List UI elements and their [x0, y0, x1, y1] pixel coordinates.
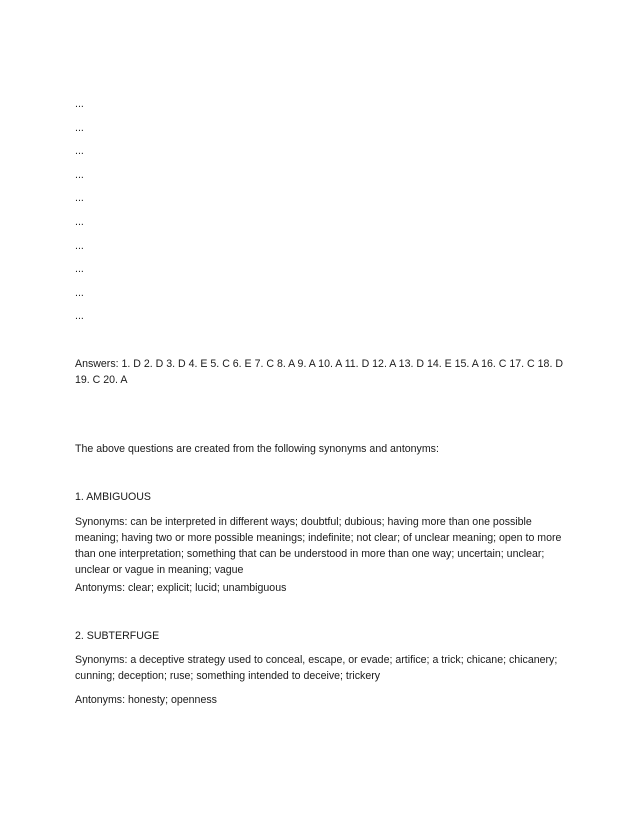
entry-synonyms: Synonyms: can be interpreted in different ways; doubtful; dubious; having more than one possible meaning; having two or more possible meanings; indefinite; not clear; of unclear meaning; open to more than one interpretation; something that can be understood in more than one way; uncertain; unclear; unclear or vague in meaning; vague: [75, 516, 562, 576]
entry-synonyms: Synonyms: a deceptive strategy used to conceal, escape, or evade; artifice; a trick; chicane; chicanery; cunning; deception; ruse; something intended to deceive; trickery: [75, 654, 558, 682]
ellipsis-line: ...: [75, 215, 84, 228]
entry-antonyms: Antonyms: honesty; openness: [75, 694, 217, 706]
intro-paragraph: The above questions are created from the following synonyms and antonyms:: [75, 443, 439, 455]
ellipsis-line: ...: [75, 121, 84, 134]
ellipsis-line: ...: [75, 145, 84, 158]
ellipsis-line: ...: [75, 192, 84, 205]
entry-heading: 2. SUBTERFUGE: [75, 630, 160, 642]
ellipsis-line: ...: [75, 263, 84, 276]
ellipsis-line: ...: [75, 239, 84, 252]
entry-antonyms: Antonyms: clear; explicit; lucid; unambiguous: [75, 582, 287, 594]
ellipsis-line: ...: [75, 168, 84, 181]
ellipsis-list: [75, 96, 84, 332]
ellipsis-line: ...: [75, 286, 84, 299]
answer-key: Answers: 1. D 2. D 3. D 4. E 5. C 6. E 7. C 8. A 9. A 10. A 11. D 12. A 13. D 14. E 15. A 16. C 17. C 18. D 19. C 20. A: [75, 358, 563, 386]
entry-heading: 1. AMBIGUOUS: [75, 491, 151, 503]
ellipsis-line: ...: [75, 98, 84, 110]
ellipsis-line: ...: [75, 310, 84, 323]
